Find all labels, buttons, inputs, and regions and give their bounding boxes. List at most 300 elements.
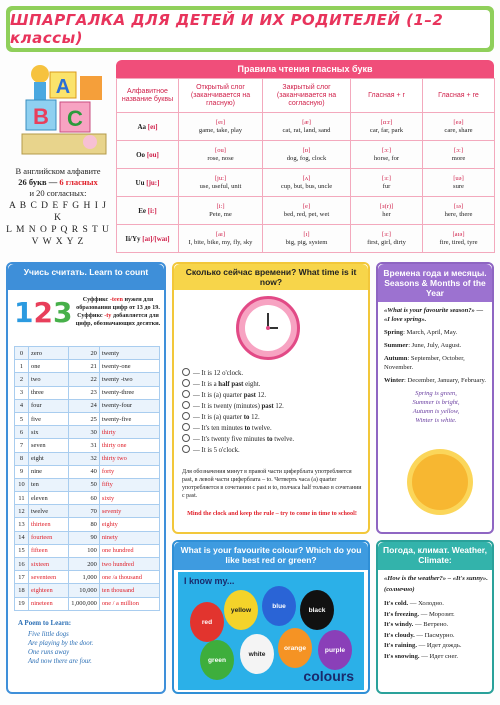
seasons-section — [376, 262, 494, 534]
weather-section — [376, 540, 494, 694]
number-digit: 90 — [69, 531, 100, 544]
seasons-title: Времена года и месяцы. Seasons & Months of the Year — [378, 264, 492, 302]
rule-cell — [263, 225, 351, 253]
balloon-yellow: yellow — [224, 590, 258, 630]
rule-cell — [179, 169, 263, 197]
transcription: [uə] — [453, 174, 464, 182]
number-digit: 22 — [69, 373, 100, 386]
number-digit: 200 — [69, 558, 100, 571]
seasons-question: «What is your favourite season?» — «I love spring». — [384, 307, 484, 323]
balloon-red: red — [190, 602, 224, 642]
table-row — [15, 452, 160, 465]
poem — [28, 630, 93, 666]
example-words: dog, fog, clock — [286, 154, 327, 162]
abc-blocks-illustration — [20, 62, 110, 158]
weather-ru: — Холодно. — [408, 600, 444, 607]
table-header-cell: Открытый слог (заканчивается на гласную) — [179, 79, 263, 113]
numbers-table — [14, 346, 160, 611]
example-words: horse, for — [373, 154, 400, 162]
time-text: — It is 12 o'clock. — [193, 370, 244, 377]
weather-body — [384, 574, 490, 662]
table-row — [15, 465, 160, 478]
rule-cell — [263, 169, 351, 197]
transcription: [ɔ:] — [453, 146, 464, 154]
table-header-row — [117, 79, 495, 113]
transcription: [e] — [302, 202, 311, 210]
number-digit: 23 — [69, 386, 100, 399]
poem-title: A Poem to Learn: — [18, 619, 72, 627]
balloon-blue: blue — [262, 586, 296, 626]
table-row — [15, 373, 160, 386]
alphabet-info-line1: В английском алфавите — [15, 166, 101, 176]
time-keyword: to — [266, 436, 273, 443]
time-keyword: past — [261, 403, 274, 410]
rule-cell — [351, 141, 423, 169]
letter-cell — [117, 141, 179, 169]
number-digit: 80 — [69, 518, 100, 531]
alphabet-info — [4, 166, 112, 248]
alphabet-letters-row: A B C D E F G H I J K — [9, 201, 107, 223]
number-word: twelve — [29, 505, 69, 518]
table-row — [15, 584, 160, 597]
table-row — [15, 426, 160, 439]
clock-face — [245, 305, 291, 351]
letter-cell — [117, 197, 179, 225]
number-word: four — [29, 399, 69, 412]
number-digit: 1,000 — [69, 571, 100, 584]
clock-icon — [182, 412, 190, 420]
weather-en: It's cold. — [384, 600, 409, 607]
number-word: thirty one — [99, 439, 159, 452]
number-digit: 4 — [15, 399, 29, 412]
time-text: 12. — [255, 392, 267, 399]
weather-item — [384, 631, 490, 642]
season-name: Winter — [384, 377, 405, 384]
number-digit: 32 — [69, 452, 100, 465]
counting-section — [6, 262, 166, 694]
transcription: [ju:] — [214, 174, 227, 182]
balloons-illustration — [178, 572, 364, 690]
table-row — [117, 169, 495, 197]
suffix-note-text: Суффикс — [82, 296, 109, 303]
verse-line: Summer is bright, — [412, 399, 460, 406]
number-digit: 1 — [15, 360, 29, 373]
number-digit: 13 — [15, 518, 29, 531]
number-word: one / a million — [99, 597, 159, 610]
example-words: rose, nose — [207, 154, 234, 162]
example-words: first, girl, dirty — [367, 238, 406, 246]
time-keyword: half past — [218, 381, 244, 388]
balloon-white: white — [240, 634, 274, 674]
rule-cell — [423, 141, 495, 169]
number-word: thirty two — [99, 452, 159, 465]
number-word: zero — [29, 347, 69, 360]
example-words: bed, red, pet, wet — [283, 210, 330, 218]
balloon-purple: purple — [318, 630, 352, 670]
number-digit: 100 — [69, 544, 100, 557]
table-row — [15, 518, 160, 531]
suffix-note — [72, 296, 164, 328]
number-word: twenty-five — [99, 412, 159, 425]
number-word: ninety — [99, 531, 159, 544]
time-keyword: to — [244, 425, 251, 432]
weather-en: It's cloudy. — [384, 631, 415, 639]
transcription: [ɑ:r] — [380, 118, 393, 126]
number-word: ten — [29, 478, 69, 491]
table-row — [15, 558, 160, 571]
rule-cell — [351, 197, 423, 225]
number-digit: 8 — [15, 452, 29, 465]
time-text: 12. — [249, 414, 260, 421]
example-words: big, pig, system — [285, 238, 328, 246]
number-digit: 3 — [15, 386, 29, 399]
poem-line: Are playing by the door. — [28, 640, 94, 647]
clock-icon — [182, 368, 190, 376]
vowel-rules-table — [116, 78, 495, 253]
table-row — [15, 505, 160, 518]
number-digit: 10,000 — [69, 584, 100, 597]
table-row — [117, 113, 495, 141]
number-word: fifteen — [29, 544, 69, 557]
table-header-cell: Алфавитное название буквы — [117, 79, 179, 113]
digits-illustration — [14, 296, 72, 329]
example-words: fire, tired, tyre — [439, 238, 478, 246]
number-digit: 21 — [69, 360, 100, 373]
transcription: [ʌ] — [302, 174, 311, 182]
weather-ru: — Ветрено. — [413, 621, 449, 628]
number-digit: 5 — [15, 412, 29, 425]
svg-text:C: C — [67, 106, 83, 131]
clock-icon — [182, 390, 190, 398]
example-words: car, far, park — [369, 126, 404, 134]
time-example — [182, 412, 294, 423]
letter-transcription: [i:] — [147, 206, 157, 215]
number-word: eighty — [99, 518, 159, 531]
svg-text:A: A — [55, 76, 71, 98]
number-digit: 31 — [69, 439, 100, 452]
number-word: twenty-four — [99, 399, 159, 412]
vowel-rules-title: Правила чтения гласных букв — [116, 60, 494, 78]
table-row — [15, 597, 160, 610]
time-example — [182, 434, 294, 445]
transcription: [ɔ:] — [381, 146, 392, 154]
digit: 1 — [14, 296, 34, 329]
rule-cell — [263, 197, 351, 225]
number-digit: 15 — [15, 544, 29, 557]
time-text: twelve. — [272, 436, 295, 443]
rule-cell — [179, 225, 263, 253]
weather-en: It's raining. — [384, 642, 417, 649]
example-words: more — [451, 154, 466, 162]
alphabet-vowel-count: 6 гласных — [59, 177, 98, 187]
header-banner — [6, 6, 494, 52]
season-name: Autumn — [384, 355, 408, 362]
seasons-verse — [384, 389, 488, 425]
number-word: two — [29, 373, 69, 386]
time-keyword: to — [243, 414, 250, 421]
number-word: nine — [29, 465, 69, 478]
example-words: her — [382, 210, 391, 218]
know-my-label: I know my... — [184, 576, 235, 586]
weather-en: It's snowing. — [384, 652, 420, 660]
rule-cell — [263, 113, 351, 141]
rule-cell — [351, 225, 423, 253]
clock-hands-icon — [245, 305, 291, 351]
poem-line: And now there are four. — [28, 658, 92, 665]
letter-cell — [117, 113, 179, 141]
number-digit: 7 — [15, 439, 29, 452]
clock-icon — [182, 423, 190, 431]
time-text: — It's twenty five minutes — [193, 436, 267, 443]
number-digit: 2 — [15, 373, 29, 386]
number-word: five — [29, 412, 69, 425]
suffix-note-text: добавляется для цифр, обозначающих десятки. — [75, 312, 161, 327]
number-word: one hundred — [99, 544, 159, 557]
example-words: cat, rat, land, sand — [282, 126, 331, 134]
number-word: eleven — [29, 492, 69, 505]
rule-cell — [423, 225, 495, 253]
example-words: Pete, me — [209, 210, 232, 218]
number-digit: 24 — [69, 399, 100, 412]
number-digit: 30 — [69, 426, 100, 439]
poem-line: One runs away — [28, 649, 70, 656]
table-row — [15, 439, 160, 452]
alphabet-info-line2 — [4, 177, 112, 188]
page-title: ШПАРГАЛКА ДЛЯ ДЕТЕЙ И ИХ РОДИТЕЛЕЙ (1–2 классы) — [10, 11, 444, 47]
number-word: twenty-three — [99, 386, 159, 399]
letter-transcription: [aɪ]/[waɪ] — [142, 234, 170, 243]
time-text: — It is twenty (minutes) — [193, 403, 262, 410]
transcription: [ɜ:] — [382, 230, 391, 238]
poem-line: Five little dogs — [28, 631, 69, 638]
table-row — [15, 492, 160, 505]
digit: 3 — [52, 296, 73, 329]
number-digit: 40 — [69, 465, 100, 478]
transcription: [i:] — [216, 202, 225, 210]
transcription: [eə] — [453, 118, 464, 126]
time-text: — It is (a) quarter — [193, 414, 244, 421]
time-example — [182, 445, 294, 456]
number-digit: 14 — [15, 531, 29, 544]
weather-en: It's windy. — [384, 621, 414, 628]
time-text: — It is (a) quarter — [193, 392, 244, 399]
alphabet-letters-row: V W X Y Z — [31, 237, 85, 247]
time-example — [182, 423, 294, 434]
rule-cell — [423, 113, 495, 141]
transcription: [ɪə] — [453, 202, 464, 210]
number-digit: 70 — [69, 505, 100, 518]
time-text: — It is a — [193, 381, 219, 388]
number-word: thirty — [99, 426, 159, 439]
example-words: use, useful, unit — [199, 182, 242, 190]
rule-cell — [179, 197, 263, 225]
transcription: [aɪə] — [452, 230, 465, 238]
number-digit: 1,000,000 — [69, 597, 100, 610]
number-word: fourteen — [29, 531, 69, 544]
clock-icon — [182, 401, 190, 409]
example-words: fur — [382, 182, 391, 190]
weather-title: Погода, климат. Weather, Climate: — [378, 542, 492, 570]
number-digit: 19 — [15, 597, 29, 610]
alphabet-letters — [4, 200, 112, 248]
weather-item — [384, 620, 490, 631]
number-word: sixty — [99, 492, 159, 505]
number-word: seventy — [99, 505, 159, 518]
time-tip: Mind the clock and keep the rule – try to come in time to school! — [187, 510, 357, 517]
number-digit: 16 — [15, 558, 29, 571]
letter-name: Ee — [138, 206, 147, 215]
number-digit: 12 — [15, 505, 29, 518]
rule-cell — [351, 113, 423, 141]
number-word: ten thousand — [99, 584, 159, 597]
table-row — [15, 531, 160, 544]
rule-cell — [423, 197, 495, 225]
rule-cell — [351, 169, 423, 197]
number-digit: 50 — [69, 478, 100, 491]
vowel-rules-section — [116, 60, 494, 252]
table-row — [15, 412, 160, 425]
alphabet-info-line2-pre: 26 букв — — [18, 177, 58, 187]
time-example — [182, 401, 294, 412]
weather-ru: — Идет дождь. — [416, 642, 462, 649]
season-months: : December, January, February. — [404, 377, 487, 384]
letter-name: Uu — [135, 178, 145, 187]
example-words: game, take, play — [198, 126, 243, 134]
weather-ru: — Морозит. — [419, 610, 455, 618]
clock-icon — [182, 445, 190, 453]
rule-cell — [179, 113, 263, 141]
number-digit: 6 — [15, 426, 29, 439]
rule-cell — [423, 169, 495, 197]
weather-ru: — Пасмурно. — [414, 631, 455, 639]
rule-cell — [179, 141, 263, 169]
suffix-note-text: нужен для образования цифр от 13 до 19. Суффикс — [76, 296, 160, 319]
time-text: — It is 5 o'clock. — [193, 447, 240, 454]
time-text: — It's ten minutes — [193, 425, 245, 432]
season-item — [384, 328, 488, 337]
table-row — [15, 386, 160, 399]
alphabet-letters-row: L M N O P Q R S T U — [6, 225, 110, 235]
weather-item — [384, 652, 490, 663]
transcription: [ɜ(r)] — [379, 202, 394, 210]
table-row — [15, 544, 160, 557]
table-row — [15, 478, 160, 491]
number-word: fifty — [99, 478, 159, 491]
transcription: [ɒ] — [302, 146, 311, 154]
season-name: Summer — [384, 342, 409, 349]
transcription: [eɪ] — [215, 118, 226, 126]
number-word: twenty — [99, 347, 159, 360]
letter-name: Aa — [137, 122, 146, 131]
example-words: care, share — [444, 126, 473, 134]
table-row — [117, 197, 495, 225]
suffix-teen: -teen — [109, 296, 123, 303]
season-months: : March, April, May. — [403, 329, 458, 336]
table-row — [15, 347, 160, 360]
number-word: two hundred — [99, 558, 159, 571]
table-row — [117, 141, 495, 169]
example-words: here, there — [444, 210, 473, 218]
suffix-ty: -ty — [104, 312, 112, 319]
weather-ru: — Идет снег. — [419, 652, 459, 660]
clock-icon — [182, 434, 190, 442]
verse-line: Winter is white. — [415, 417, 457, 424]
letter-transcription: [ju:] — [146, 178, 160, 187]
number-word: seventeen — [29, 571, 69, 584]
time-text: twelve. — [250, 425, 272, 432]
number-digit: 11 — [15, 492, 29, 505]
number-digit: 10 — [15, 478, 29, 491]
letter-name: Oo — [136, 150, 146, 159]
time-keyword: past — [243, 392, 256, 399]
number-digit: 20 — [69, 347, 100, 360]
letter-name: Ii/Yy — [125, 234, 141, 243]
verse-line: Spring is green, — [415, 390, 457, 397]
number-word: eight — [29, 452, 69, 465]
table-row — [117, 225, 495, 253]
weather-item — [384, 610, 490, 621]
rule-cell — [263, 141, 351, 169]
number-digit: 25 — [69, 412, 100, 425]
example-words: sure — [453, 182, 464, 190]
number-word: forty — [99, 465, 159, 478]
number-digit: 0 — [15, 347, 29, 360]
table-header-cell: Закрытый слог (заканчивается на согласную) — [263, 79, 351, 113]
table-row — [15, 360, 160, 373]
number-word: sixteen — [29, 558, 69, 571]
season-item — [384, 354, 488, 372]
digit: 2 — [33, 296, 53, 329]
number-word: eighteen — [29, 584, 69, 597]
number-word: one — [29, 360, 69, 373]
balloon-orange: orange — [278, 628, 312, 668]
balloon-black: black — [300, 590, 334, 630]
example-words: I, bite, bike, my, fly, sky — [188, 238, 253, 246]
transcription: [æ] — [302, 118, 311, 126]
time-section — [172, 262, 370, 534]
season-item — [384, 341, 488, 350]
number-word: six — [29, 426, 69, 439]
weather-en: It's freezing. — [384, 610, 420, 618]
time-example — [182, 390, 294, 401]
transcription: [ou] — [215, 146, 226, 154]
table-header-cell: Гласная + r — [351, 79, 423, 113]
number-word: one /a thousand — [99, 571, 159, 584]
table-row — [15, 571, 160, 584]
weather-item — [384, 641, 490, 652]
transcription: [ɜ:] — [382, 174, 391, 182]
transcription: [aɪ] — [215, 230, 226, 238]
number-word: twenty-one — [99, 360, 159, 373]
clock-icon — [182, 379, 190, 387]
sun-illustration — [412, 454, 468, 510]
time-text: eight. — [243, 381, 261, 388]
letter-transcription: [ou] — [146, 150, 159, 159]
time-example — [182, 379, 294, 390]
letter-cell — [117, 225, 179, 253]
weather-question: «How is the weather?» – «It's sunny». (солнечно) — [384, 575, 488, 593]
colours-title: What is your favourite colour? Which do you like best red or green? — [174, 542, 368, 570]
number-word: twenty -two — [99, 373, 159, 386]
number-word: nineteen — [29, 597, 69, 610]
number-digit: 18 — [15, 584, 29, 597]
counting-title: Учись считать. Learn to count — [8, 264, 164, 290]
season-months: : September, October, November. — [384, 355, 465, 371]
time-rule-ru: Для обозначения минут в правой части циферблата употребляется past, в левой части циферблата – to. Четверть часа (a) quarter употребляется в сочетании с past и to, полчаса half только в сочетании с past. — [182, 469, 362, 499]
time-title: Сколько сейчас времени? What time is it now? — [174, 264, 368, 290]
table-header-cell: Гласная + re — [423, 79, 495, 113]
season-name: Spring — [384, 329, 404, 336]
